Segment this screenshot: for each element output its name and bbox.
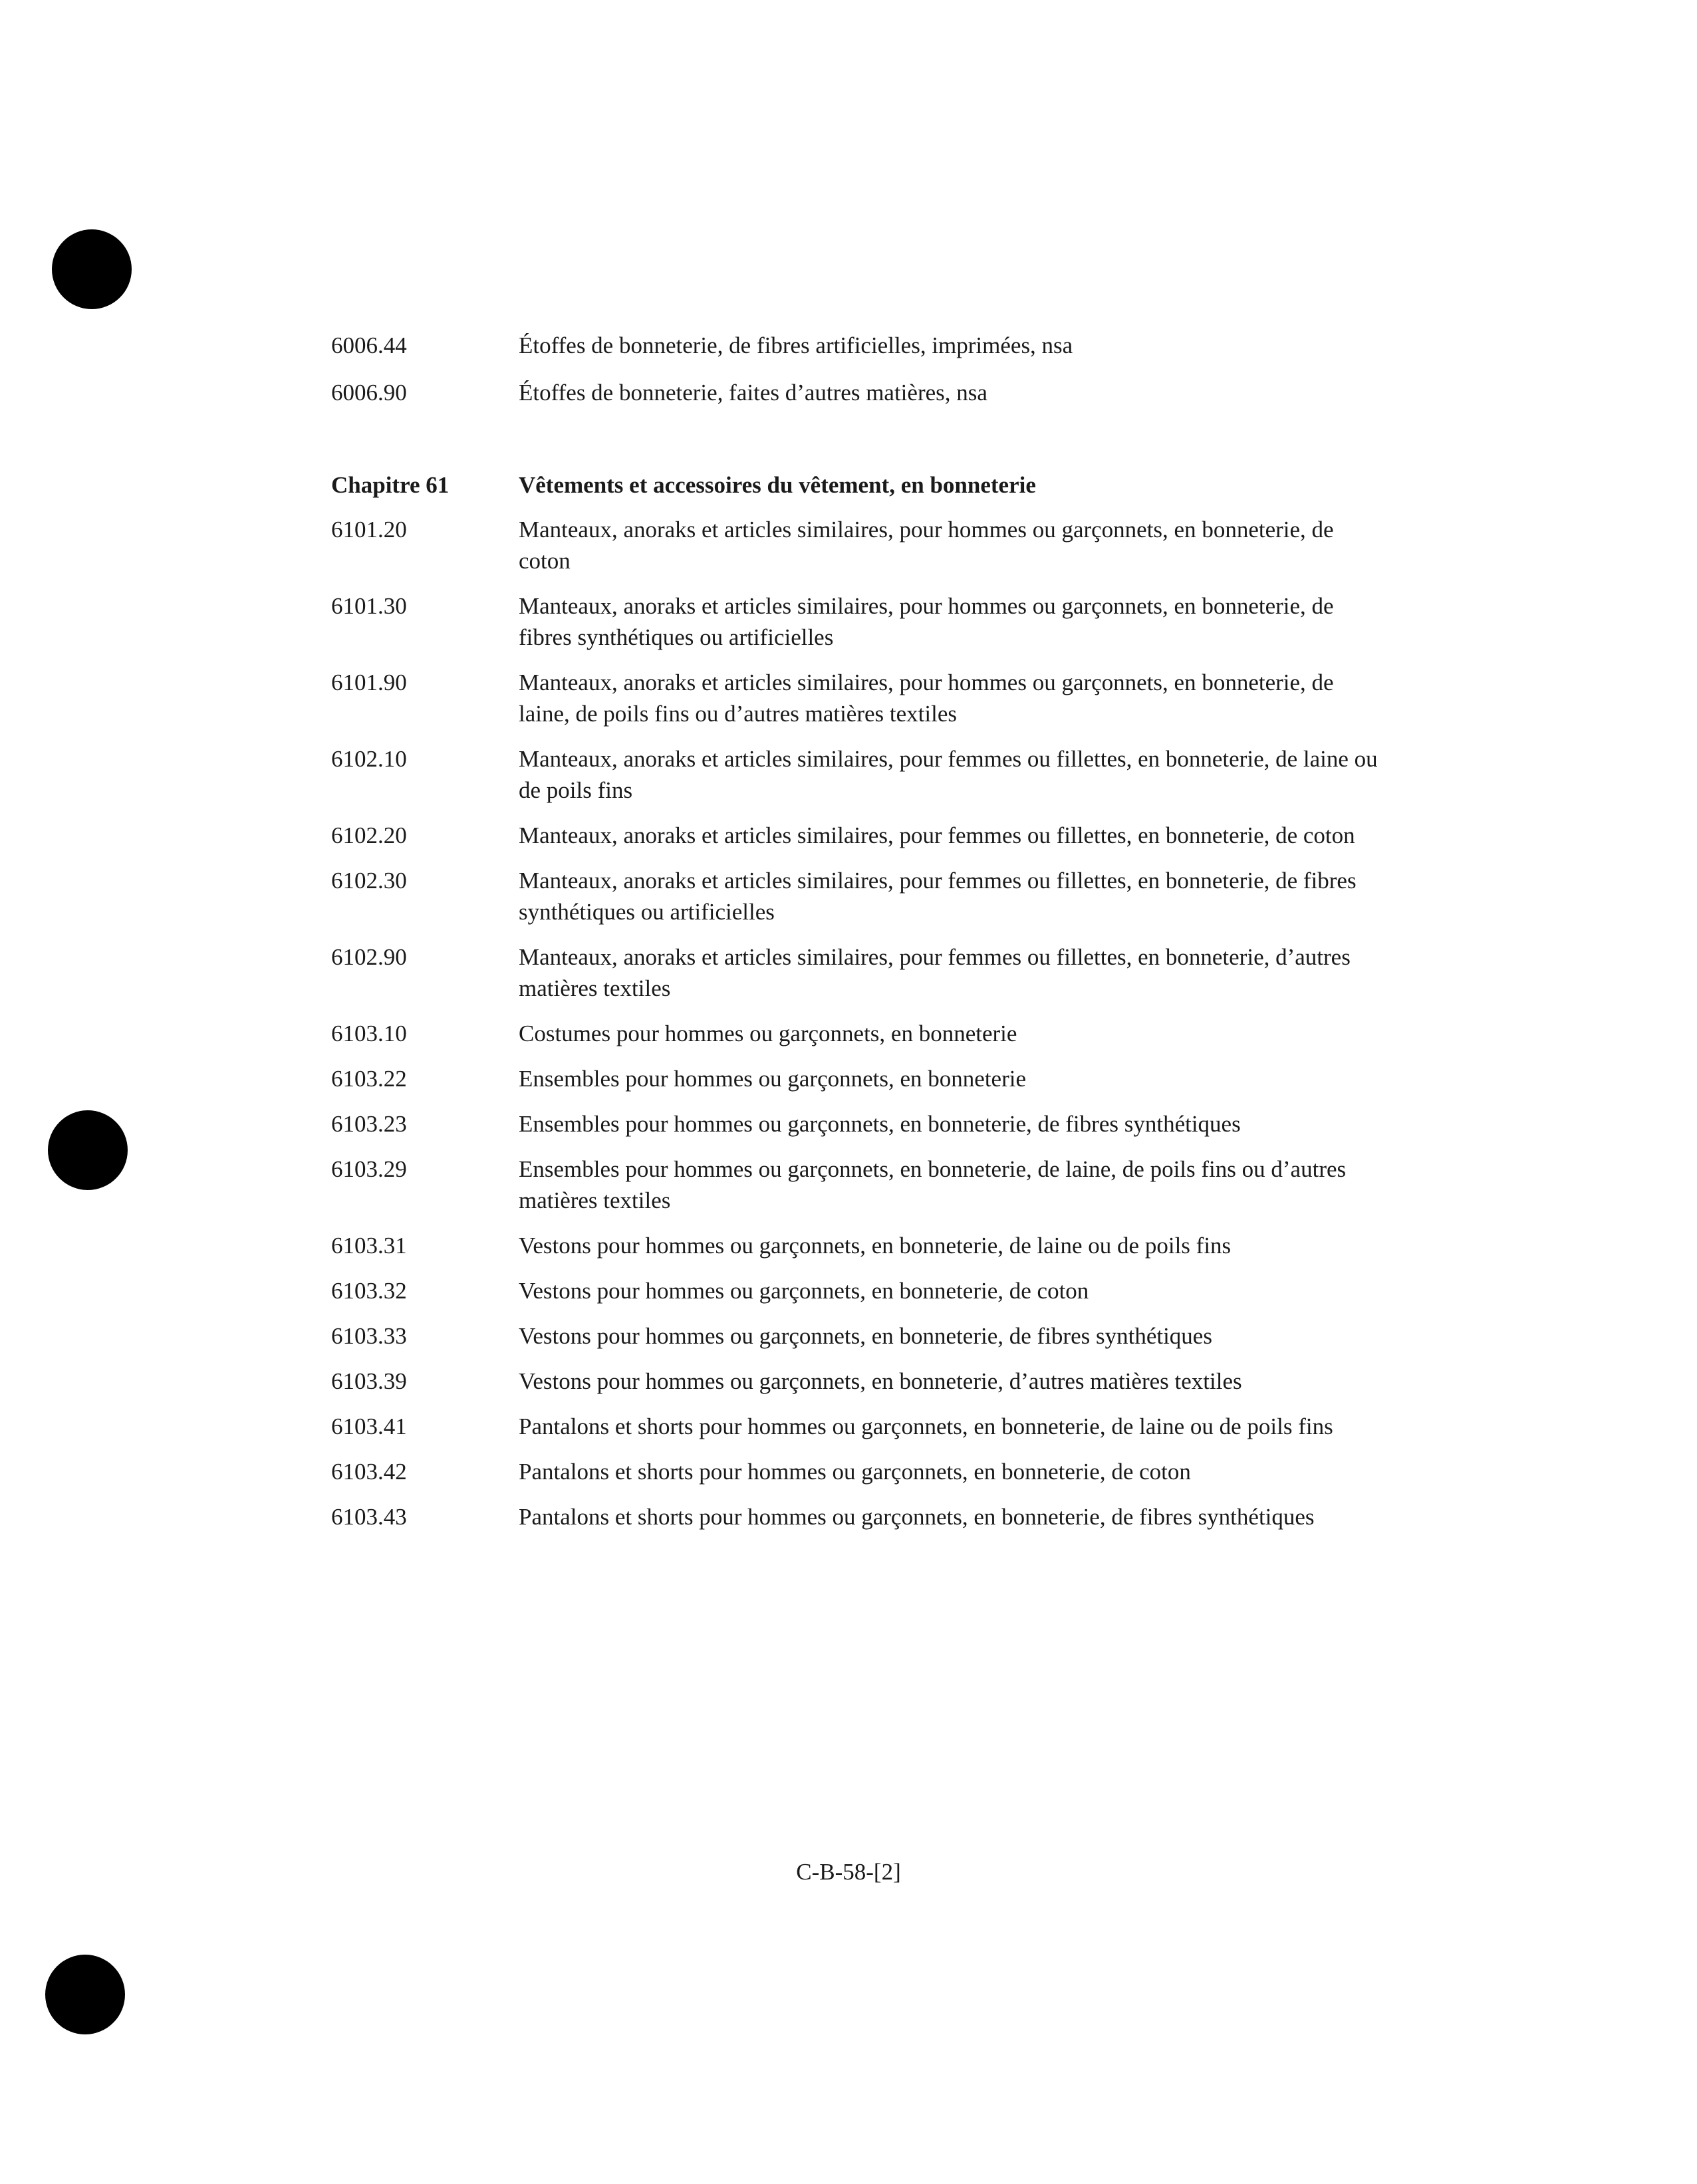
tariff-description: Manteaux, anoraks et articles similaires, pour femmes ou fillettes, en bonneterie, de fibres synthétiques ou artificielles	[519, 868, 1357, 925]
tariff-description: Vestons pour hommes ou garçonnets, en bonneterie, de laine ou de poils fins	[519, 1233, 1232, 1259]
chapter-title: Vêtements et accessoires du vêtement, en bonneterie	[519, 472, 1036, 498]
table-row	[331, 1018, 1382, 1049]
chapter-rows	[331, 514, 1382, 1532]
table-row	[331, 1411, 1382, 1442]
table-row	[331, 590, 1382, 653]
tariff-list	[331, 330, 1382, 1532]
tariff-description: Étoffes de bonneterie, de fibres artificielles, imprimées, nsa	[519, 332, 1073, 358]
table-row	[331, 1063, 1382, 1094]
tariff-description: Vestons pour hommes ou garçonnets, en bonneterie, de fibres synthétiques	[519, 1323, 1212, 1349]
table-row	[331, 1320, 1382, 1352]
tariff-code: 6103.10	[331, 1021, 407, 1046]
table-row	[331, 330, 1382, 361]
tariff-code: 6103.22	[331, 1066, 407, 1092]
table-row	[331, 1108, 1382, 1140]
pre-chapter-rows	[331, 330, 1382, 408]
table-row	[331, 514, 1382, 576]
table-row	[331, 743, 1382, 806]
tariff-code: 6103.33	[331, 1323, 407, 1349]
tariff-code: 6102.10	[331, 746, 407, 772]
tariff-code: 6103.43	[331, 1504, 407, 1530]
tariff-description: Costumes pour hommes ou garçonnets, en bonneterie	[519, 1021, 1017, 1046]
tariff-code: 6101.90	[331, 669, 407, 695]
tariff-code: 6103.29	[331, 1156, 407, 1182]
tariff-code: 6103.23	[331, 1111, 407, 1137]
tariff-code: 6006.44	[331, 332, 407, 358]
tariff-code: 6101.30	[331, 593, 407, 619]
table-row	[331, 1275, 1382, 1306]
table-row	[331, 377, 1382, 408]
punch-hole	[48, 1110, 128, 1190]
table-row	[331, 1501, 1382, 1532]
tariff-description: Pantalons et shorts pour hommes ou garçonnets, en bonneterie, de coton	[519, 1459, 1191, 1485]
tariff-code: 6103.41	[331, 1413, 407, 1439]
table-row	[331, 865, 1382, 927]
tariff-description: Manteaux, anoraks et articles similaires, pour femmes ou fillettes, en bonneterie, de laine ou de poils fins	[519, 746, 1378, 803]
chapter-label: Chapitre 61	[331, 472, 450, 498]
tariff-code: 6103.42	[331, 1459, 407, 1485]
chapter-heading	[331, 469, 1382, 501]
tariff-description: Étoffes de bonneterie, faites d’autres matières, nsa	[519, 380, 987, 406]
page-reference: C-B-58-[2]	[796, 1859, 901, 1885]
tariff-code: 6006.90	[331, 380, 407, 406]
punch-hole	[45, 1955, 125, 2034]
tariff-code: 6101.20	[331, 517, 407, 543]
tariff-description: Manteaux, anoraks et articles similaires, pour femmes ou fillettes, en bonneterie, de coton	[519, 822, 1355, 848]
tariff-code: 6103.32	[331, 1278, 407, 1304]
table-row	[331, 1366, 1382, 1397]
table-row	[331, 941, 1382, 1004]
tariff-code: 6102.30	[331, 868, 407, 894]
tariff-description: Manteaux, anoraks et articles similaires, pour hommes ou garçonnets, en bonneterie, de coton	[519, 517, 1334, 574]
tariff-description: Manteaux, anoraks et articles similaires, pour hommes ou garçonnets, en bonneterie, de laine, de poils fins ou d’autres matières textiles	[519, 669, 1334, 727]
table-row	[331, 1153, 1382, 1216]
tariff-code: 6103.39	[331, 1368, 407, 1394]
tariff-description: Pantalons et shorts pour hommes ou garçonnets, en bonneterie, de laine ou de poils fins	[519, 1413, 1333, 1439]
table-row	[331, 1230, 1382, 1261]
table-row	[331, 1456, 1382, 1487]
tariff-code: 6102.20	[331, 822, 407, 848]
table-row	[331, 667, 1382, 729]
tariff-description: Ensembles pour hommes ou garçonnets, en bonneterie, de fibres synthétiques	[519, 1111, 1241, 1137]
tariff-description: Pantalons et shorts pour hommes ou garçonnets, en bonneterie, de fibres synthétiques	[519, 1504, 1315, 1530]
tariff-code: 6103.31	[331, 1233, 407, 1259]
tariff-description: Vestons pour hommes ou garçonnets, en bonneterie, de coton	[519, 1278, 1089, 1304]
tariff-description: Ensembles pour hommes ou garçonnets, en bonneterie	[519, 1066, 1026, 1092]
tariff-code: 6102.90	[331, 944, 407, 970]
table-row	[331, 820, 1382, 851]
tariff-description: Manteaux, anoraks et articles similaires, pour hommes ou garçonnets, en bonneterie, de fibres synthétiques ou artificielles	[519, 593, 1334, 650]
tariff-description: Vestons pour hommes ou garçonnets, en bonneterie, d’autres matières textiles	[519, 1368, 1242, 1394]
tariff-description: Ensembles pour hommes ou garçonnets, en bonneterie, de laine, de poils fins ou d’autres matières textiles	[519, 1156, 1347, 1213]
tariff-description: Manteaux, anoraks et articles similaires, pour femmes ou fillettes, en bonneterie, d’autres matières textiles	[519, 944, 1351, 1001]
punch-hole	[52, 229, 132, 309]
